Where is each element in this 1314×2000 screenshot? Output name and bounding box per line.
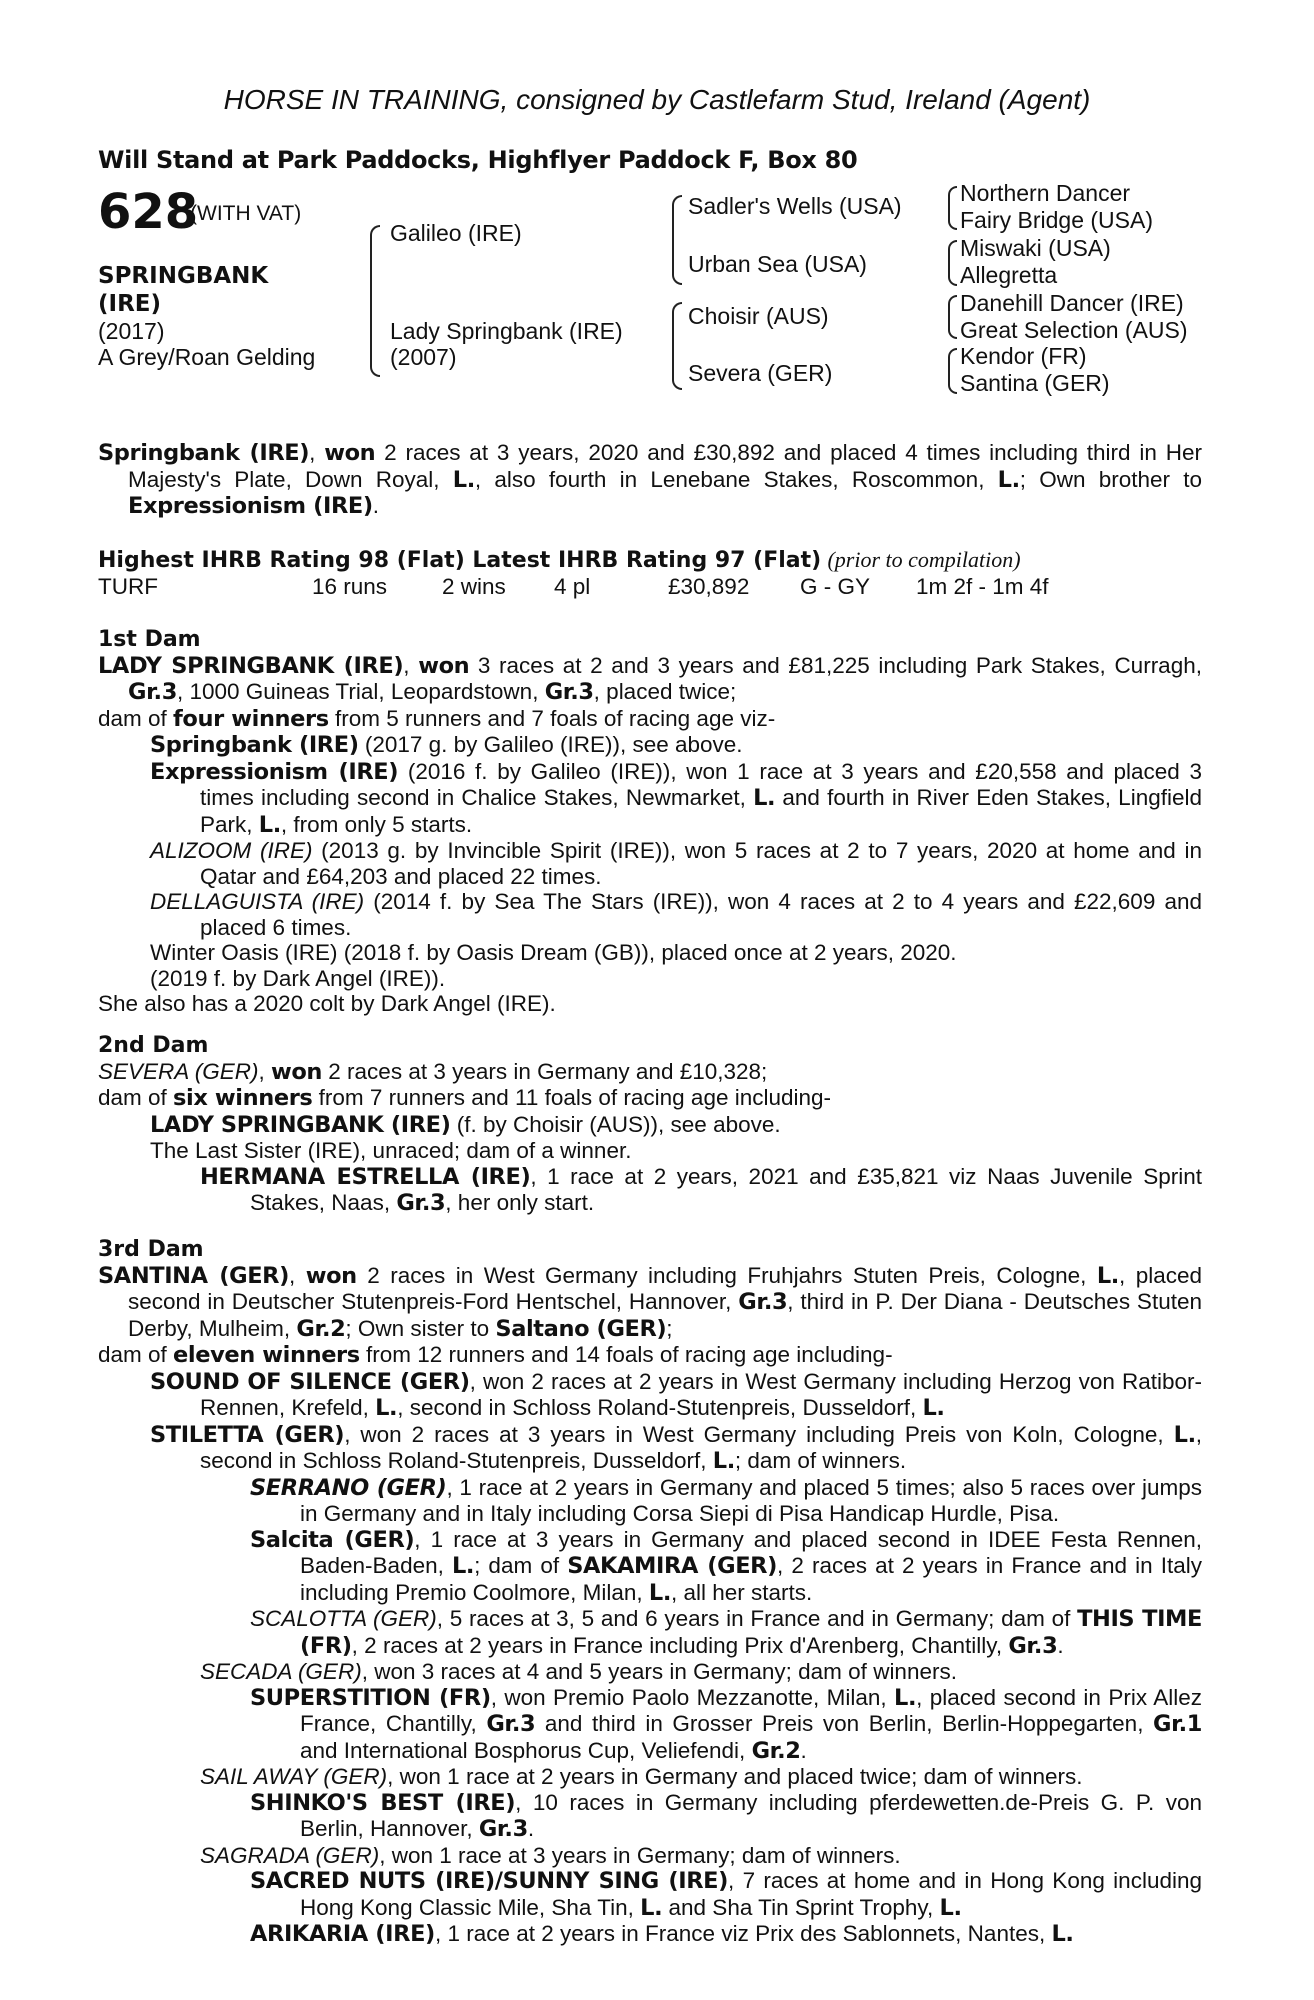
lot-number: 628	[98, 184, 199, 240]
consignor-header: HORSE IN TRAINING, consigned by Castlefarm Stud, Ireland (Agent)	[223, 84, 1091, 115]
pedigree-g8: Santina (GER)	[960, 370, 1110, 396]
pedigree-g1: Northern Dancer	[960, 180, 1131, 206]
pedigree-g7: Kendor (FR)	[960, 343, 1087, 369]
pedigree-dam-dam: Severa (GER)	[688, 360, 833, 386]
pedigree-bracket-g3	[948, 295, 957, 339]
pedigree-bracket-sire	[672, 195, 682, 285]
pedigree-sire-sire: Sadler's Wells (USA)	[688, 193, 902, 219]
second-dam-section: 2nd Dam SEVERA (GER), won 2 races at 3 years in Germany and £10,328; dam of six winners from 7 runners and 11 foals of racing age including- LADY SPRINGBANK (IRE) (f. by Choisir (AUS)), see above. The Last Sister (IRE), unraced; dam of a winner. HERMANA ESTRELLA (IRE), 1 race at 2 years, 2021 and £35,821 viz Naas Juvenile Sprint Stakes, Naas, Gr.3, her only start.	[98, 1033, 1202, 1216]
pedigree-bracket-g4	[948, 348, 957, 394]
horse-description: A Grey/Roan Gelding	[98, 344, 316, 370]
pedigree-sire: Galileo (IRE)	[390, 220, 522, 246]
pedigree-dam-sire: Choisir (AUS)	[688, 303, 829, 329]
pedigree-sire-dam: Urban Sea (USA)	[688, 251, 867, 277]
pedigree-g3: Miswaki (USA)	[960, 235, 1111, 261]
first-dam-section: 1st Dam LADY SPRINGBANK (IRE), won 3 races at 2 and 3 years and £81,225 including Park Stakes, Curragh, Gr.3, 1000 Guineas Trial, Leopardstown, Gr.3, placed twice; dam of four winners from 5 runners and 7 foals of racing age viz- Springbank (IRE) (2017 g. by Galileo (IRE)), see above. Expressionism (IRE) (2016 f. by Galileo (IRE)), won 1 race at 3 years and £20,558 and placed 3 times including second in Chalice Stakes, Newmarket, L. and fourth in River Eden Stakes, Lingfield Park, L., from only 5 starts. ALIZOOM (IRE) (2013 g. by Invincible Spirit (IRE)), won 5 races at 2 to 7 years, 2020 at home and in Qatar and £64,203 and placed 22 times. DELLAGUISTA (IRE) (2014 f. by Sea The Stars (IRE)), won 4 races at 2 to 4 years and £22,609 and placed 6 times. Winter Oasis (IRE) (2018 f. by Oasis Dream (GB)), placed once at 2 years, 2020. (2019 f. by Dark Angel (IRE)). She also has a 2020 colt by Dark Angel (IRE).	[98, 627, 1203, 1016]
vat-note: (WITH VAT)	[190, 202, 302, 225]
stabling-location: Will Stand at Park Paddocks, Highflyer Paddock F, Box 80	[98, 146, 858, 174]
horse-year: (2017)	[98, 318, 165, 344]
pedigree-bracket-main	[370, 225, 380, 377]
pedigree-dam-year: (2007)	[390, 344, 457, 370]
horse-name: SPRINGBANK (IRE)	[98, 263, 269, 317]
turf-record: TURF 16 runs 2 wins 4 pl £30,892 G - GY 1m 2f - 1m 4f	[98, 574, 1049, 599]
rating-section: Highest IHRB Rating 98 (Flat) Latest IHRB Rating 97 (Flat) (prior to compilation)	[98, 547, 1021, 573]
pedigree-bracket-g2	[948, 240, 957, 286]
pedigree-bracket-g1	[948, 186, 957, 230]
pedigree-bracket-dam	[672, 302, 682, 390]
pedigree-g5: Danehill Dancer (IRE)	[960, 290, 1184, 316]
pedigree-dam: Lady Springbank (IRE)	[390, 318, 623, 344]
pedigree-g2: Fairy Bridge (USA)	[960, 207, 1153, 233]
third-dam-section: 3rd Dam SANTINA (GER), won 2 races in West Germany including Fruhjahrs Stuten Preis, Cologne, L., placed second in Deutscher Stutenpreis-Ford Hentschel, Hannover, Gr.3, third in P. Der Diana - Deutsches Stuten Derby, Mulheim, Gr.2; Own sister to Saltano (GER); dam of eleven winners from 12 runners and 14 foals of racing age including- SOUND OF SILENCE (GER), won 2 races at 2 years in West Germany including Herzog von Ratibor-Rennen, Krefeld, L., second in Schloss Roland-Stutenpreis, Dusseldorf, L. STILETTA (GER), won 2 races at 3 years in West Germany including Preis von Koln, Cologne, L., second in Schloss Roland-Stutenpreis, Dusseldorf, L.; dam of winners. SERRANO (GER), 1 race at 2 years in Germany and placed 5 times; also 5 races over jumps in Germany and in Italy including Corsa Siepi di Pisa Handicap Hurdle, Pisa. Salcita (GER), 1 race at 3 years in Germany and placed second in IDEE Festa Rennen, Baden-Baden, L.; dam of SAKAMIRA (GER), 2 races at 2 years in France and in Italy including Premio Coolmore, Milan, L., all her starts. SCALOTTA (GER), 5 races at 3, 5 and 6 years in France and in Germany; dam of THIS TIME (FR), 2 races at 2 years in France including Prix d'Arenberg, Chantilly, Gr.3. SECADA (GER), won 3 races at 4 and 5 years in Germany; dam of winners. SUPERSTITION (FR), won Premio Paolo Mezzanotte, Milan, L., placed second in Prix Allez France, Chantilly, Gr.3 and third in Grosser Preis von Berlin, Berlin-Hoppegarten, Gr.1 and International Bosphorus Cup, Veliefendi, Gr.2. SAIL AWAY (GER), won 1 race at 2 years in Germany and placed twice; dam of winners. SHINKO'S BEST (IRE), 10 races in Germany including pferdewetten.de-Preis G. P. von Berlin, Hannover, Gr.3. SAGRADA (GER), won 1 race at 3 years in Germany; dam of winners. SACRED NUTS (IRE)/SUNNY SING (IRE), 7 races at home and in Hong Kong including Hong Kong Classic Mile, Sha Tin, L. and Sha Tin Sprint Trophy, L. ARIKARIA (IRE), 1 race at 2 years in France viz Prix des Sablonnets, Nantes, L.	[98, 1237, 1203, 1947]
race-summary: Springbank (IRE), won 2 races at 3 years, 2020 and £30,892 and placed 4 times including third in Her Majesty's Plate, Down Royal, L., also fourth in Lenebane Stakes, Roscommon, L.; Own brother to Expressionism (IRE).	[98, 440, 1202, 519]
pedigree-g6: Great Selection (AUS)	[960, 317, 1188, 343]
pedigree-g4: Allegretta	[960, 262, 1058, 288]
